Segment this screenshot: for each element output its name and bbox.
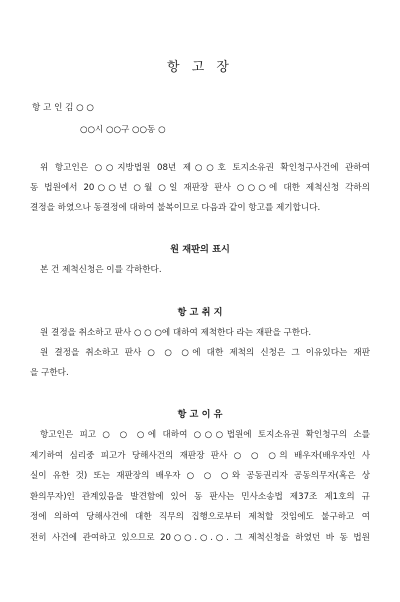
appeal-purpose-line-3: 을 구한다.: [30, 368, 69, 378]
section-heading-appeal-reasons: 항 고 이 유: [177, 409, 223, 420]
appellant-line: 항 고 인 김 ○ ○: [32, 103, 94, 113]
intro-line-1: 위 항고인은 ○○지방법원 08년 제○○호 토지소유권 확인청구사건에 관하여: [40, 163, 370, 173]
appeal-purpose-line-1: 원 결정을 취소하고 판사 ○ ○ ○에 대하여 제척한다 라는 재판을 구한다.: [40, 328, 312, 338]
section-heading-original-decision: 원 재판의 표시: [170, 244, 230, 255]
document-title: 항 고 장: [167, 60, 233, 75]
intro-line-2: 동 법원에서 20○○년 ○월 ○일 재판장 판사 ○○○에 대한 제척신청 각하의: [30, 183, 370, 193]
original-decision-line-1: 본 건 제척신청은 이를 각하한다.: [40, 265, 162, 275]
appeal-reasons-line-6: 전히 사건에 관여하고 있으므로 20○○.○.○. 그 제척신청을 하였던 바 동 법원: [30, 533, 370, 543]
appeal-purpose-line-2: 원 결정을 취소하고 판사 ○ ○ ○에 대한 제척의 신청은 그 이유있다는 재판: [40, 348, 370, 358]
appeal-reasons-line-3: 실이 유한 것) 또는 재판장의 배우자 ○ ○ ○와 공동권리자 공동의무자(혹은 상: [30, 471, 370, 481]
intro-line-3: 결정을 하였으나 동결정에 대하여 불복이므로 다음과 같이 항고를 제기합니다.: [30, 203, 321, 213]
appeal-reasons-line-2: 제기하여 심리중 피고가 당해사건의 재판장 판사 ○ ○ ○의 배우자(배우자인 사: [30, 451, 370, 461]
appeal-reasons-line-5: 정에 의하여 당해사건에 대한 직무의 집행으로부터 제척할 것임에도 불구하고 여: [30, 512, 370, 522]
appeal-reasons-line-1: 항고인은 피고 ○ ○ ○에 대하여 ○○○법원에 토지소유권 확인청구의 소를: [40, 430, 370, 440]
section-heading-appeal-purpose: 항 고 취 지: [177, 307, 223, 318]
appellant-address: ○○시 ○○구 ○○동 ○: [80, 125, 166, 135]
appeal-reasons-line-4: 환의무자)인 관계있음을 발견함에 있어 동 판사는 민사소송법 제37조 제1호의 규: [30, 492, 370, 502]
